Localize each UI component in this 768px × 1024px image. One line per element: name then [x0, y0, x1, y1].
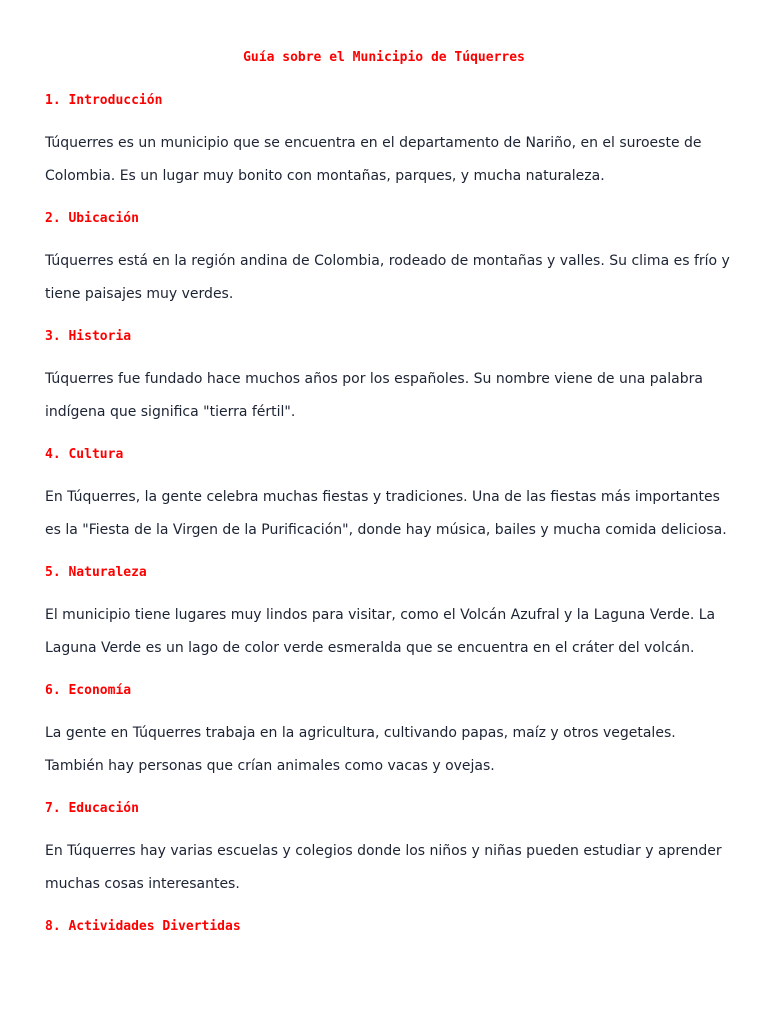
section-heading-cultura: 4. Cultura: [45, 447, 124, 462]
section-body-educacion: En Túquerres hay varias escuelas y colegios donde los niños y niñas pueden estudiar y aprender muchas cosas interesantes.: [45, 843, 722, 892]
section-heading-educacion: 7. Educación: [45, 801, 139, 816]
section-body-naturaleza: El municipio tiene lugares muy lindos para visitar, como el Volcán Azufral y la Laguna Verde. La Laguna Verde es un lago de color verde esmeralda que se encuentra en el cráter del volcán.: [45, 607, 716, 656]
section-heading-actividades-divertidas: 8. Actividades Divertidas: [45, 919, 241, 934]
section-heading-naturaleza: 5. Naturaleza: [45, 565, 147, 580]
document-title: Guía sobre el Municipio de Túquerres: [243, 50, 525, 65]
section-body-introduccion: Túquerres es un municipio que se encuentra en el departamento de Nariño, en el suroeste de Colombia. Es un lugar muy bonito con montañas, parques, y mucha naturaleza.: [45, 135, 702, 184]
section-heading-historia: 3. Historia: [45, 329, 132, 344]
section-body-economia: La gente en Túquerres trabaja en la agricultura, cultivando papas, maíz y otros vegetales. También hay personas que crían animales como vacas y ovejas.: [45, 725, 676, 774]
section-heading-ubicacion: 2. Ubicación: [45, 211, 139, 226]
section-body-ubicacion: Túquerres está en la región andina de Colombia, rodeado de montañas y valles. Su clima es frío y tiene paisajes muy verdes.: [45, 253, 730, 302]
section-body-cultura: En Túquerres, la gente celebra muchas fiestas y tradiciones. Una de las fiestas más importantes es la "Fiesta de la Virgen de la Purificación", donde hay música, bailes y mucha comida deliciosa.: [45, 489, 727, 538]
section-heading-economia: 6. Economía: [45, 683, 132, 698]
section-heading-introduccion: 1. Introducción: [45, 93, 163, 108]
section-body-historia: Túquerres fue fundado hace muchos años por los españoles. Su nombre viene de una palabra indígena que significa "tierra fértil".: [45, 371, 703, 420]
